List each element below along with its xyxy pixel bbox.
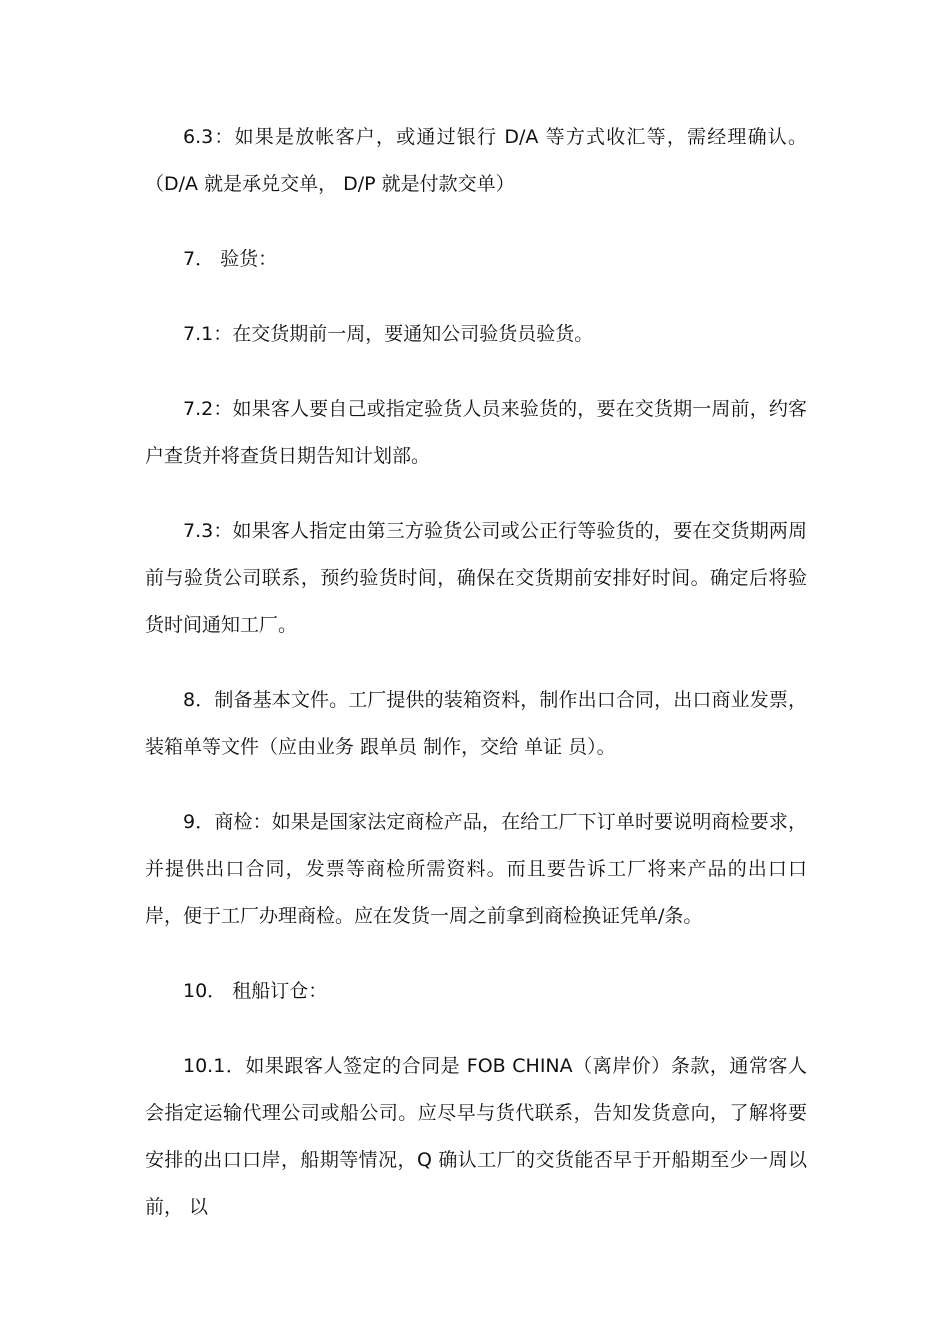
paragraph-7-2: 7.2：如果客人要自己或指定验货人员来验货的，要在交货期一周前，约客户查货并将查货日期告知计划部。 xyxy=(145,398,807,467)
paragraph-6-3: 6.3：如果是放帐客户，或通过银行 D/A 等方式收汇等，需经理确认。（D/A 就是承兑交单， D/P 就是付款交单） xyxy=(145,126,807,195)
document-body xyxy=(145,114,807,1259)
heading-7-inspection: 7． 验货： xyxy=(183,248,278,270)
paragraph-9-commodity-inspection: 9．商检：如果是国家法定商检产品，在给工厂下订单时要说明商检要求，并提供出口合同，发票等商检所需资料。而且要告诉工厂将来产品的出口口岸，便于工厂办理商检。应在发货一周之前拿到商检换证凭单/条。 xyxy=(145,811,807,927)
heading-10-booking: 10． 租船订仓： xyxy=(183,980,328,1002)
paragraph-10-1: 10.1．如果跟客人签定的合同是 FOB CHINA（离岸价）条款，通常客人会指定运输代理公司或船公司。应尽早与货代联系，告知发货意向，了解将要安排的出口口岸，船期等情况，Q 确认工厂的交货能否早于开船期至少一周以前， 以 xyxy=(145,1055,807,1218)
paragraph-7-1: 7.1：在交货期前一周，要通知公司验货员验货。 xyxy=(183,323,594,345)
paragraph-8-documents: 8．制备基本文件。工厂提供的装箱资料，制作出口合同，出口商业发票，装箱单等文件（应由业务 跟单员 制作，交给 单证 员）。 xyxy=(145,689,807,758)
paragraph-7-3: 7.3：如果客人指定由第三方验货公司或公正行等验货的，要在交货期两周前与验货公司联系，预约验货时间，确保在交货期前安排好时间。确定后将验货时间通知工厂。 xyxy=(145,520,807,636)
